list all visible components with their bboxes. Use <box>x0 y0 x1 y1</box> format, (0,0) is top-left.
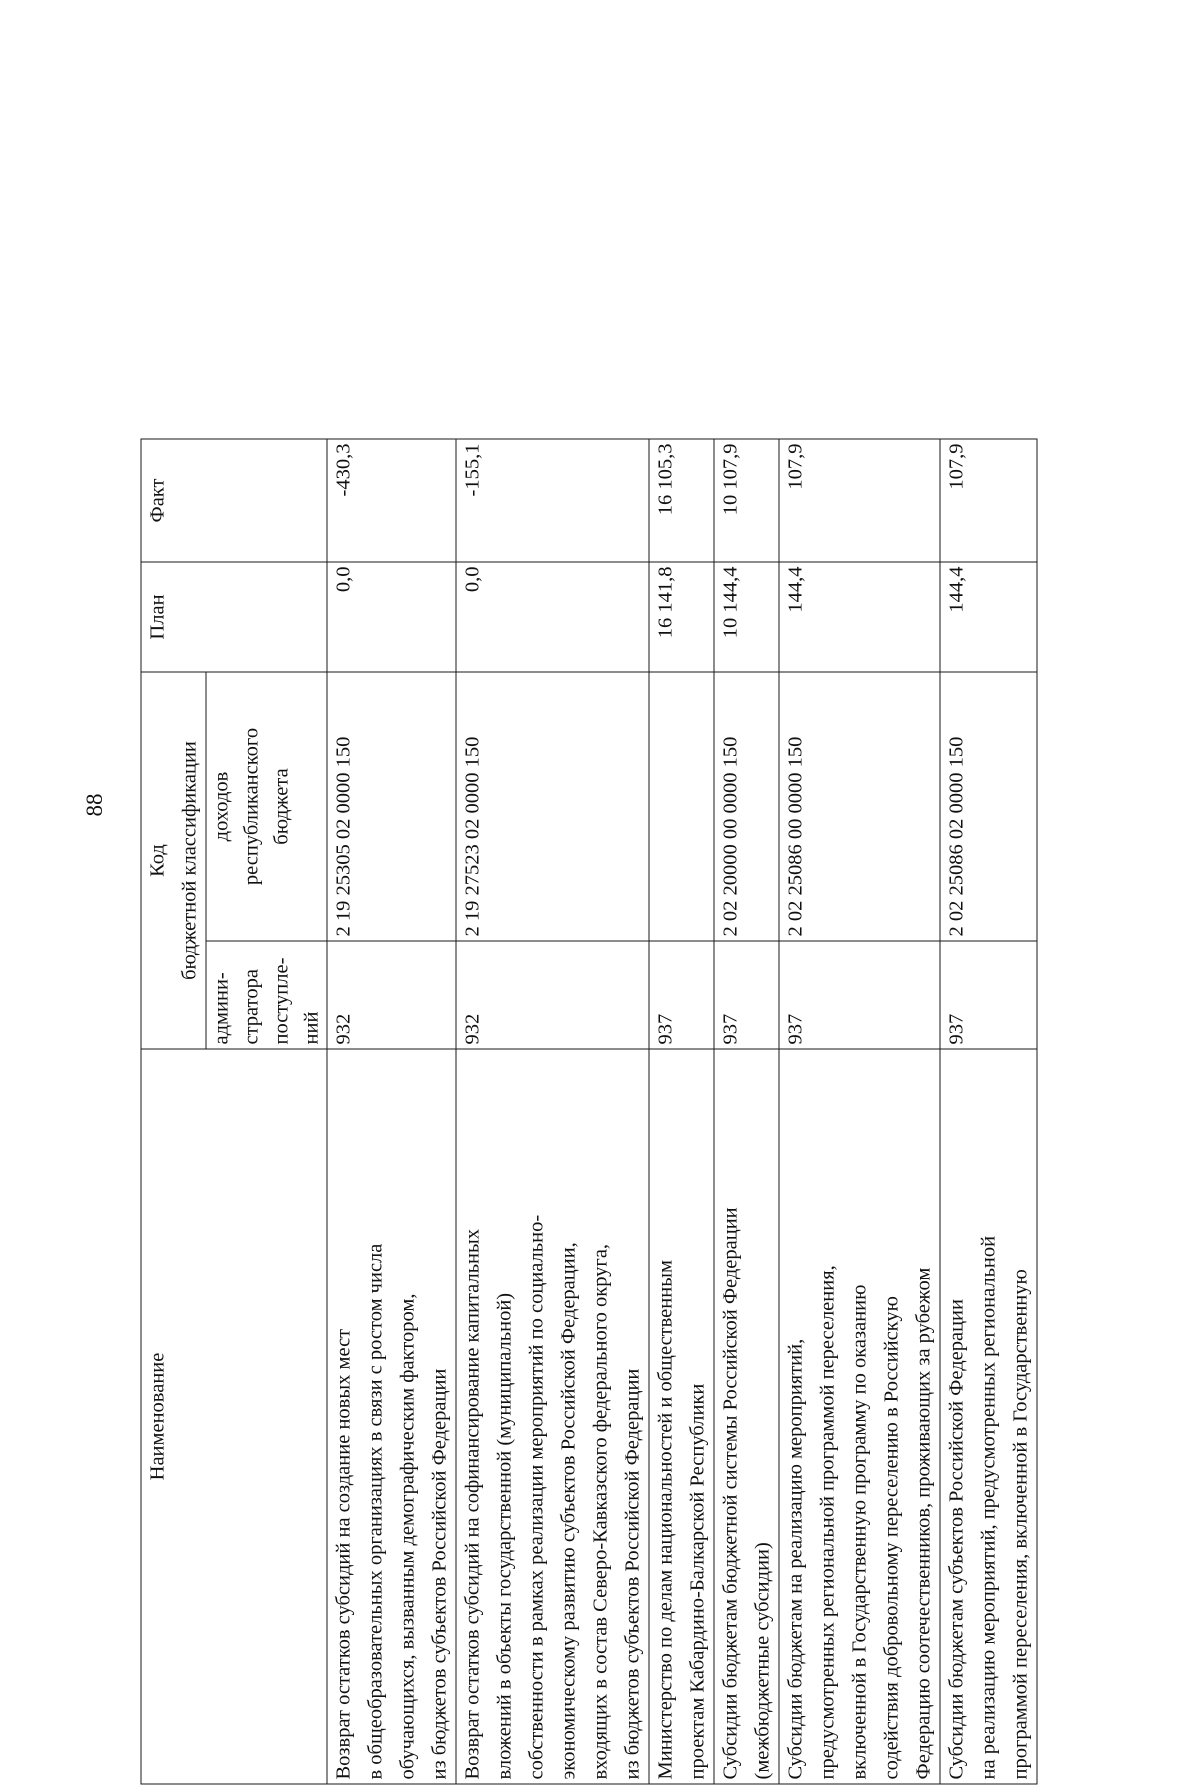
row-name <box>779 1049 940 1784</box>
row-name-line: содействия добровольному переселению в Российскую <box>880 1296 903 1780</box>
header-admin-line: админи- <box>210 972 233 1045</box>
row-name-line: Возврат остатков субсидий на софинансирование капитальных <box>461 1228 484 1780</box>
row-code: 2 19 25305 02 0000 150 <box>327 672 456 941</box>
row-code <box>649 672 714 941</box>
table-row <box>940 439 1037 1784</box>
header-income-line: доходов <box>210 771 233 842</box>
row-name-line: Возврат остатков субсидий на создание новых мест <box>332 1328 355 1780</box>
row-name <box>714 1049 779 1784</box>
row-plan: 0,0 <box>456 562 649 672</box>
table-row <box>649 439 714 1784</box>
row-name-line: из бюджетов субъектов Российской Федерации <box>428 1368 451 1780</box>
row-code: 2 02 25086 02 0000 150 <box>940 672 1037 941</box>
row-fact: 10 107,9 <box>714 439 779 562</box>
row-admin: 937 <box>714 941 779 1049</box>
row-fact: 107,9 <box>940 439 1037 562</box>
page-number: 88 <box>82 793 107 817</box>
row-admin: 937 <box>779 941 940 1049</box>
header-fact: Факт <box>141 439 327 562</box>
row-name-line: проектам Кабардино-Балкарской Республики <box>686 1383 709 1780</box>
row-plan: 144,4 <box>779 562 940 672</box>
row-code: 2 19 27523 02 0000 150 <box>456 672 649 941</box>
header-code-group <box>141 672 206 1049</box>
row-name-line: Субсидии бюджетам субъектов Российской Федерации <box>945 1299 968 1780</box>
row-plan: 16 141,8 <box>649 562 714 672</box>
row-name-line: Федерацию соотечественников, проживающих за рубежом <box>912 1267 935 1780</box>
row-name <box>649 1049 714 1784</box>
row-name-line: Субсидии бюджетам на реализацию мероприятий, <box>784 1338 807 1780</box>
row-code: 2 02 20000 00 0000 150 <box>714 672 779 941</box>
row-name-line: на реализацию мероприятий, предусмотренных региональной <box>977 1235 1000 1780</box>
rotated-table-container <box>141 440 1032 1785</box>
row-name-line: программой переселения, включенной в Государственную <box>1009 1269 1032 1780</box>
row-name-line: в общеобразовательных организациях в связи с ростом числа <box>364 1243 387 1780</box>
row-name-line: экономическому развитию субъектов Российской Федерации, <box>557 1242 580 1780</box>
header-income-line: бюджета <box>270 768 293 845</box>
header-admin-line: стратора <box>240 969 263 1045</box>
header-name: Наименование <box>141 1049 327 1784</box>
row-admin: 937 <box>649 941 714 1049</box>
row-name-line: вложений в объекты государственной (муниципальной) <box>493 1292 516 1780</box>
header-income-line: республиканского <box>240 727 263 886</box>
table-row <box>714 439 779 1784</box>
row-plan: 0,0 <box>327 562 456 672</box>
row-name-line: Субсидии бюджетам бюджетной системы Российской Федерации <box>719 1207 742 1780</box>
row-name-line: входящих в состав Северо-Кавказского федерального округа, <box>589 1243 612 1780</box>
header-administrator <box>206 941 327 1049</box>
row-admin: 937 <box>940 941 1037 1049</box>
row-name <box>327 1049 456 1784</box>
header-admin-line: поступле- <box>270 957 293 1045</box>
row-name <box>456 1049 649 1784</box>
row-name-line: Министерство по делам национальностей и общественным <box>654 1260 677 1780</box>
row-name-line: предусмотренных региональной программой переселения, <box>816 1265 839 1780</box>
budget-table <box>141 439 1038 1785</box>
row-name-line: обучающихся, вызванным демографическим фактором, <box>396 1293 419 1780</box>
row-fact: -430,3 <box>327 439 456 562</box>
table-row <box>456 439 649 1784</box>
row-name-line: включенной в Государственную программу по оказанию <box>848 1284 871 1780</box>
header-code-line2: бюджетной классификации <box>178 741 201 980</box>
row-fact: 107,9 <box>779 439 940 562</box>
row-admin: 932 <box>456 941 649 1049</box>
header-plan: План <box>141 562 327 672</box>
table-row <box>327 439 456 1784</box>
row-admin: 932 <box>327 941 456 1049</box>
row-name-line: (межбюджетные субсидии) <box>751 1542 774 1780</box>
row-fact: -155,1 <box>456 439 649 562</box>
row-plan: 10 144,4 <box>714 562 779 672</box>
header-code-line1: Код <box>146 844 169 877</box>
table-row <box>779 439 940 1784</box>
row-name <box>940 1049 1037 1784</box>
header-income <box>206 672 327 941</box>
row-name-line: собственности в рамках реализации мероприятий по социально- <box>525 1214 548 1780</box>
row-plan: 144,4 <box>940 562 1037 672</box>
header-admin-line: ний <box>300 1011 323 1045</box>
row-name-line: из бюджетов субъектов Российской Федерации <box>621 1368 644 1780</box>
row-fact: 16 105,3 <box>649 439 714 562</box>
row-code: 2 02 25086 00 0000 150 <box>779 672 940 941</box>
